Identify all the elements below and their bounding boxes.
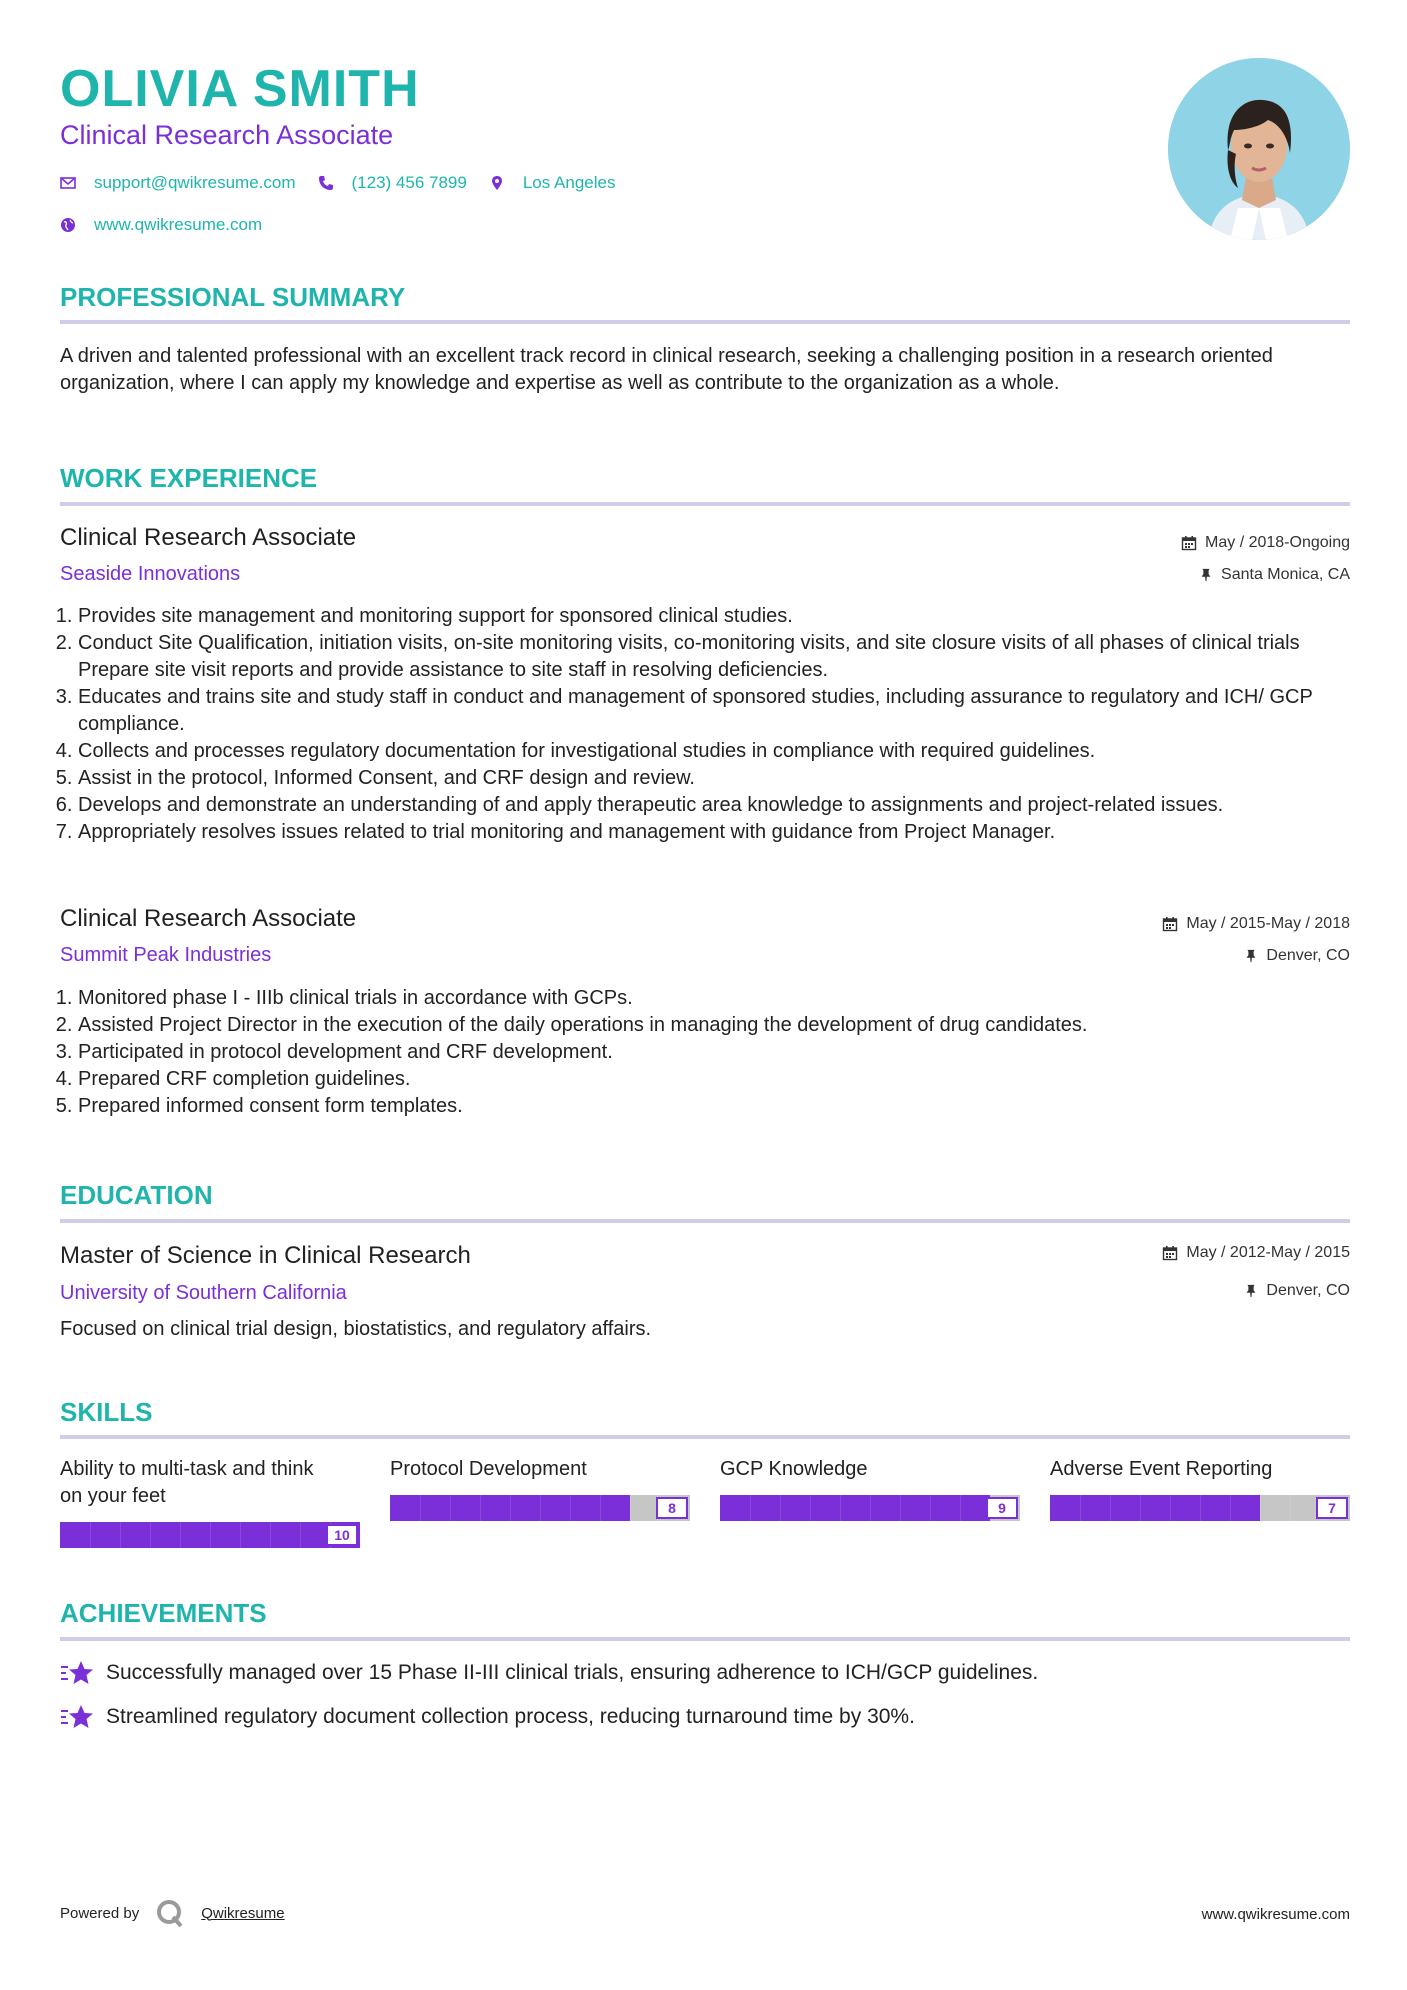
list-item: 5. Prepared informed consent form templates.	[78, 1093, 1348, 1120]
candidate-role: Clinical Research Associate	[60, 120, 394, 150]
job-location-text: Santa Monica, CA	[1221, 566, 1350, 583]
skill-bar-segment	[840, 1495, 841, 1521]
list-item: 4. Prepared CRF completion guidelines.	[78, 1066, 1348, 1093]
calendar-icon	[1162, 1245, 1178, 1261]
education-school: University of Southern California	[60, 1282, 347, 1304]
section-divider	[60, 1637, 1350, 1641]
job-dates	[1162, 914, 1350, 934]
contact-location: Los Angeles	[522, 173, 616, 192]
job-dates	[1181, 533, 1350, 553]
skill-bar-segment	[210, 1522, 211, 1548]
skill-bar-segment	[930, 1495, 931, 1521]
skill-bar-segment	[90, 1522, 91, 1548]
education-location	[1244, 1281, 1350, 1301]
skill-bar-segment	[1290, 1495, 1291, 1521]
contact-email[interactable]: support@qwikresume.com	[94, 173, 296, 192]
job-dates-text: May / 2015-May / 2018	[1186, 915, 1350, 932]
skill-name: GCP Knowledge	[720, 1458, 868, 1480]
skill-name: Protocol Development	[390, 1458, 587, 1480]
contact-phone[interactable]: (123) 456 7899	[351, 173, 467, 192]
job-location-text: Denver, CO	[1266, 947, 1350, 964]
skill-name: Adverse Event Reporting	[1050, 1458, 1273, 1480]
skill-bar	[390, 1495, 690, 1521]
skill-item	[1050, 1456, 1350, 1516]
skill-bar-segment	[810, 1495, 811, 1521]
job-company: Summit Peak Industries	[60, 944, 272, 966]
footer-url[interactable]: www.qwikresume.com	[1201, 1906, 1350, 1923]
skill-bar-segment	[900, 1495, 901, 1521]
map-pin-icon	[489, 175, 505, 191]
qwikresume-link[interactable]: Qwikresume	[201, 1904, 285, 1922]
skill-bar-segment	[1230, 1495, 1231, 1521]
list-item: 4. Collects and processes regulatory documentation for investigational studies in compliance with required guidelines.	[78, 738, 1348, 765]
profile-photo	[1168, 58, 1350, 240]
education-location-text: Denver, CO	[1266, 1282, 1350, 1299]
skill-bar-segment	[750, 1495, 751, 1521]
globe-icon	[60, 217, 76, 233]
skill-item	[60, 1456, 360, 1543]
skill-bar-segment	[180, 1522, 181, 1548]
candidate-name: OLIVIA SMITH	[60, 60, 420, 118]
education-description: Focused on clinical trial design, biostatistics, and regulatory affairs.	[60, 1318, 652, 1340]
education-dates-text: May / 2012-May / 2015	[1186, 1244, 1350, 1261]
skill-bar-segment	[450, 1495, 451, 1521]
section-title-achievements: ACHIEVEMENTS	[60, 1598, 267, 1628]
footer-powered-by	[60, 1898, 285, 1928]
skill-bar-segment	[300, 1522, 301, 1548]
education-dates	[1162, 1243, 1350, 1263]
section-divider	[60, 1435, 1350, 1439]
skill-bar-segment	[120, 1522, 121, 1548]
skill-bar-segment	[1260, 1495, 1261, 1521]
section-divider	[60, 502, 1350, 506]
list-item: 1. Monitored phase I - IIIb clinical trials in accordance with GCPs.	[78, 985, 1348, 1012]
education-degree: Master of Science in Clinical Research	[60, 1242, 471, 1269]
powered-by-label: Powered by	[60, 1904, 140, 1922]
section-divider	[60, 1219, 1350, 1223]
contact-row-2	[60, 215, 284, 235]
section-title-skills: SKILLS	[60, 1397, 153, 1427]
skill-bar-segment	[1200, 1495, 1201, 1521]
achievement-text: Streamlined regulatory document collection process, reducing turnaround time by 30%.	[106, 1705, 915, 1728]
achievement-item	[60, 1659, 1038, 1687]
skill-bar-segment	[1080, 1495, 1081, 1521]
phone-icon	[318, 175, 334, 191]
job-title: Clinical Research Associate	[60, 524, 357, 551]
skill-bar-segment	[480, 1495, 481, 1521]
list-item: 3. Participated in protocol development and CRF development.	[78, 1039, 1348, 1066]
skill-bar-segment	[420, 1495, 421, 1521]
skill-bar-segment	[150, 1522, 151, 1548]
pushpin-icon	[1244, 1283, 1258, 1299]
pushpin-icon	[1199, 567, 1213, 583]
skill-bar	[1050, 1495, 1350, 1521]
resume-page	[60, 0, 1350, 1990]
list-item: 1. Provides site management and monitoring support for sponsored clinical studies.	[78, 603, 1348, 630]
skill-bar-segment	[960, 1495, 961, 1521]
skill-bar-segment	[570, 1495, 571, 1521]
calendar-icon	[1162, 916, 1178, 932]
job-duties-list	[60, 985, 1348, 1120]
skill-bar-fill	[1050, 1495, 1260, 1521]
skill-bar-segment	[1140, 1495, 1141, 1521]
skill-bar-segment	[870, 1495, 871, 1521]
calendar-icon	[1181, 535, 1197, 551]
summary-text: A driven and talented professional with an excellent track record in clinical research, seeking a challenging position in a research oriented organization, where I can apply my knowledge and expertise as well as contribute to the organization as a whole.	[60, 345, 1273, 394]
list-item: 3. Educates and trains site and study staff in conduct and management of sponsored studies, including assurance to regulatory and ICH/ GCP compliance.	[78, 684, 1348, 738]
job-location	[1199, 565, 1350, 585]
job-location	[1244, 946, 1350, 966]
skill-bar-segment	[630, 1495, 631, 1521]
skill-name: Ability to multi-task and think on your feet	[60, 1458, 314, 1507]
skill-bar-segment	[240, 1522, 241, 1548]
section-title-summary: PROFESSIONAL SUMMARY	[60, 282, 406, 312]
achievement-item	[60, 1703, 915, 1731]
profile-photo-image	[1168, 58, 1350, 240]
list-item: 2. Conduct Site Qualification, initiation visits, on-site monitoring visits, co-monitoring visits, and site closure visits of all phases of clinical trials Prepare site visit reports and provide assistance to site staff in resolving deficiencies.	[78, 630, 1348, 684]
job-title: Clinical Research Associate	[60, 905, 357, 932]
skill-bar-segment	[510, 1495, 511, 1521]
list-item: 7. Appropriately resolves issues related to trial monitoring and management with guidance from Project Manager.	[78, 819, 1348, 846]
contact-website[interactable]: www.qwikresume.com	[94, 215, 263, 234]
skill-bar-segment	[1170, 1495, 1171, 1521]
list-item: 5. Assist in the protocol, Informed Consent, and CRF design and review.	[78, 765, 1348, 792]
job-dates-text: May / 2018-Ongoing	[1205, 534, 1350, 551]
skill-bar-segment	[1110, 1495, 1111, 1521]
skill-bar-segment	[780, 1495, 781, 1521]
skill-level: 7	[1316, 1497, 1348, 1519]
job-duties-list	[60, 603, 1348, 846]
star-icon	[60, 1703, 94, 1731]
skill-bar	[720, 1495, 1020, 1521]
skill-item	[390, 1456, 690, 1516]
skill-bar	[60, 1522, 360, 1548]
section-title-education: EDUCATION	[60, 1180, 213, 1210]
achievement-text: Successfully managed over 15 Phase II-III clinical trials, ensuring adherence to ICH/GCP guidelines.	[106, 1661, 1039, 1684]
qwikresume-logo-icon	[155, 1898, 185, 1928]
list-item: 6. Develops and demonstrate an understanding of and apply therapeutic area knowledge to assignments and project-related issues.	[78, 792, 1348, 819]
pushpin-icon	[1244, 948, 1258, 964]
skill-level: 8	[656, 1497, 688, 1519]
envelope-icon	[60, 175, 76, 191]
contact-row-1	[60, 173, 637, 193]
skill-bar-segment	[600, 1495, 601, 1521]
skill-level: 10	[326, 1524, 358, 1546]
star-icon	[60, 1659, 94, 1687]
skill-bar-fill	[720, 1495, 990, 1521]
job-company: Seaside Innovations	[60, 563, 241, 585]
skill-bar-segment	[270, 1522, 271, 1548]
skill-bar-segment	[540, 1495, 541, 1521]
section-divider	[60, 320, 1350, 324]
list-item: 2. Assisted Project Director in the execution of the daily operations in managing the development of drug candidates.	[78, 1012, 1348, 1039]
section-title-experience: WORK EXPERIENCE	[60, 463, 318, 493]
skill-item	[720, 1456, 1020, 1516]
skill-level: 9	[986, 1497, 1018, 1519]
